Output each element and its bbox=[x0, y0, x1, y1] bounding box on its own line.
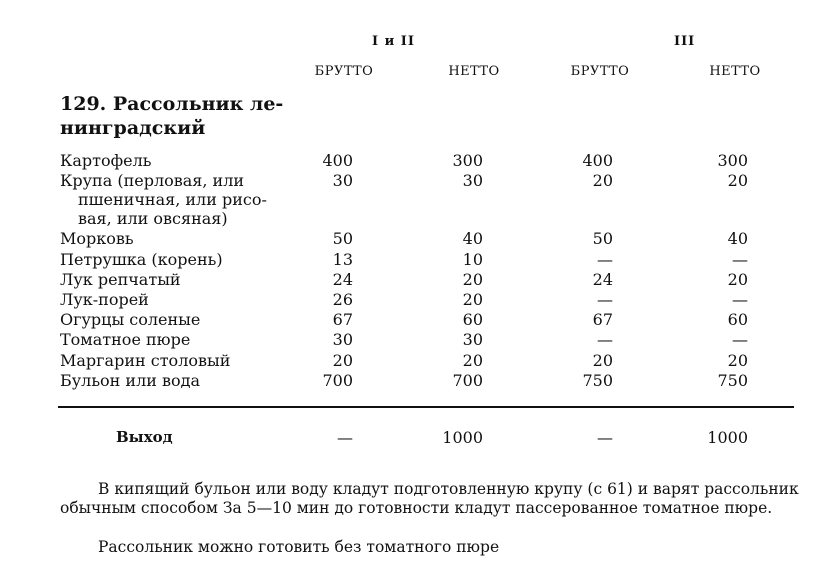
col-header-brutto-2: БРУТТО bbox=[570, 64, 630, 79]
ingredient-value: 26 bbox=[332, 290, 353, 309]
ingredient-name bbox=[60, 310, 290, 329]
ingredient-value: 700 bbox=[322, 370, 353, 390]
ingredient-value: 20 bbox=[462, 350, 483, 370]
output-value-netto-1: 1000 bbox=[442, 428, 483, 447]
ingredient-value: — bbox=[597, 330, 613, 350]
ingredient-name-line: пшеничная, или рисо- bbox=[78, 190, 267, 210]
recipe-title-line-1: 129. Рассольник ле- bbox=[60, 93, 284, 115]
output-label: Выход bbox=[116, 428, 173, 446]
ingredient-name bbox=[60, 250, 290, 269]
ingredient-value: 50 bbox=[332, 229, 353, 249]
ingredient-value: 20 bbox=[727, 350, 748, 370]
instructions-paragraph-2: Рассольник можно готовить без томатного пюре bbox=[98, 538, 500, 556]
ingredient-value: 400 bbox=[582, 151, 613, 170]
ingredient-value: 20 bbox=[332, 350, 353, 370]
ingredient-name-line: Маргарин столовый bbox=[60, 350, 231, 370]
group-header-3: III bbox=[674, 34, 696, 49]
ingredient-name bbox=[60, 270, 290, 289]
ingredient-name-line: вая, или овсяная) bbox=[78, 209, 228, 229]
col-header-netto-2: НЕТТО bbox=[709, 64, 761, 79]
col-header-netto-1: НЕТТО bbox=[448, 64, 500, 79]
ingredient-name-line: Картофель bbox=[60, 151, 152, 170]
ingredient-name-line: Крупа (перловая, или bbox=[60, 171, 245, 191]
ingredient-name bbox=[60, 290, 290, 309]
ingredient-value: 60 bbox=[727, 310, 748, 330]
ingredient-value: — bbox=[597, 290, 613, 309]
ingredient-value: — bbox=[732, 290, 748, 309]
ingredient-value: 20 bbox=[727, 269, 748, 289]
ingredient-value: 700 bbox=[452, 370, 483, 390]
ingredient-value: 67 bbox=[332, 310, 353, 330]
ingredient-value: 20 bbox=[462, 290, 483, 309]
ingredient-name-line: Морковь bbox=[60, 229, 134, 249]
ingredient-name-line: Лук-порей bbox=[60, 290, 149, 309]
ingredient-value: 40 bbox=[462, 229, 483, 249]
output-value-netto-2: 1000 bbox=[707, 428, 748, 447]
output-value-brutto-2: — bbox=[597, 428, 613, 447]
ingredient-value: 20 bbox=[727, 171, 748, 191]
ingredient-name-line: Огурцы соленые bbox=[60, 310, 201, 330]
ingredient-value: 30 bbox=[332, 171, 353, 191]
ingredient-value: 13 bbox=[332, 249, 353, 269]
ingredient-name-line: Бульон или вода bbox=[60, 370, 201, 390]
ingredient-value: 30 bbox=[462, 171, 483, 191]
table-divider bbox=[58, 406, 794, 408]
ingredient-name bbox=[60, 351, 290, 370]
col-header-brutto-1: БРУТТО bbox=[314, 64, 374, 79]
ingredient-value: — bbox=[597, 249, 613, 269]
recipe-title-line-2: нинградский bbox=[60, 117, 206, 139]
ingredient-name-line: Петрушка (корень) bbox=[60, 249, 223, 269]
ingredient-value: — bbox=[732, 249, 748, 269]
ingredient-name bbox=[60, 330, 290, 349]
ingredient-value: 60 bbox=[462, 310, 483, 330]
ingredient-value: 20 bbox=[592, 171, 613, 191]
recipe-title bbox=[60, 92, 290, 140]
ingredient-name bbox=[60, 151, 290, 170]
ingredient-name-line: Лук репчатый bbox=[60, 269, 181, 289]
ingredient-value: 750 bbox=[717, 370, 748, 390]
ingredient-value: 750 bbox=[582, 370, 613, 390]
ingredient-name bbox=[60, 171, 290, 228]
ingredient-value: 30 bbox=[462, 330, 483, 350]
ingredient-value: 20 bbox=[462, 269, 483, 289]
ingredient-value: 30 bbox=[332, 330, 353, 350]
ingredient-name-line: Томатное пюре bbox=[60, 330, 191, 350]
ingredient-value: — bbox=[732, 330, 748, 350]
ingredient-value: 40 bbox=[727, 229, 748, 249]
ingredient-value: 300 bbox=[452, 151, 483, 170]
ingredient-value: 50 bbox=[592, 229, 613, 249]
ingredient-value: 24 bbox=[592, 269, 613, 289]
group-header-1-2: I и II bbox=[372, 34, 415, 49]
ingredient-name bbox=[60, 229, 290, 248]
ingredient-value: 10 bbox=[462, 249, 483, 269]
ingredient-name bbox=[60, 371, 290, 390]
output-value-brutto-1: — bbox=[337, 428, 353, 447]
instructions-paragraph-1: В кипящий бульон или воду кладут подготовленную крупу (с 61) и варят рассольник обычным способом За 5—10 мин до готовности кладут пассерованное томатное пюре. bbox=[60, 480, 799, 517]
ingredient-value: 400 bbox=[322, 151, 353, 170]
ingredient-value: 24 bbox=[332, 269, 353, 289]
ingredient-value: 300 bbox=[717, 151, 748, 170]
ingredient-value: 20 bbox=[592, 350, 613, 370]
ingredient-value: 67 bbox=[592, 310, 613, 330]
